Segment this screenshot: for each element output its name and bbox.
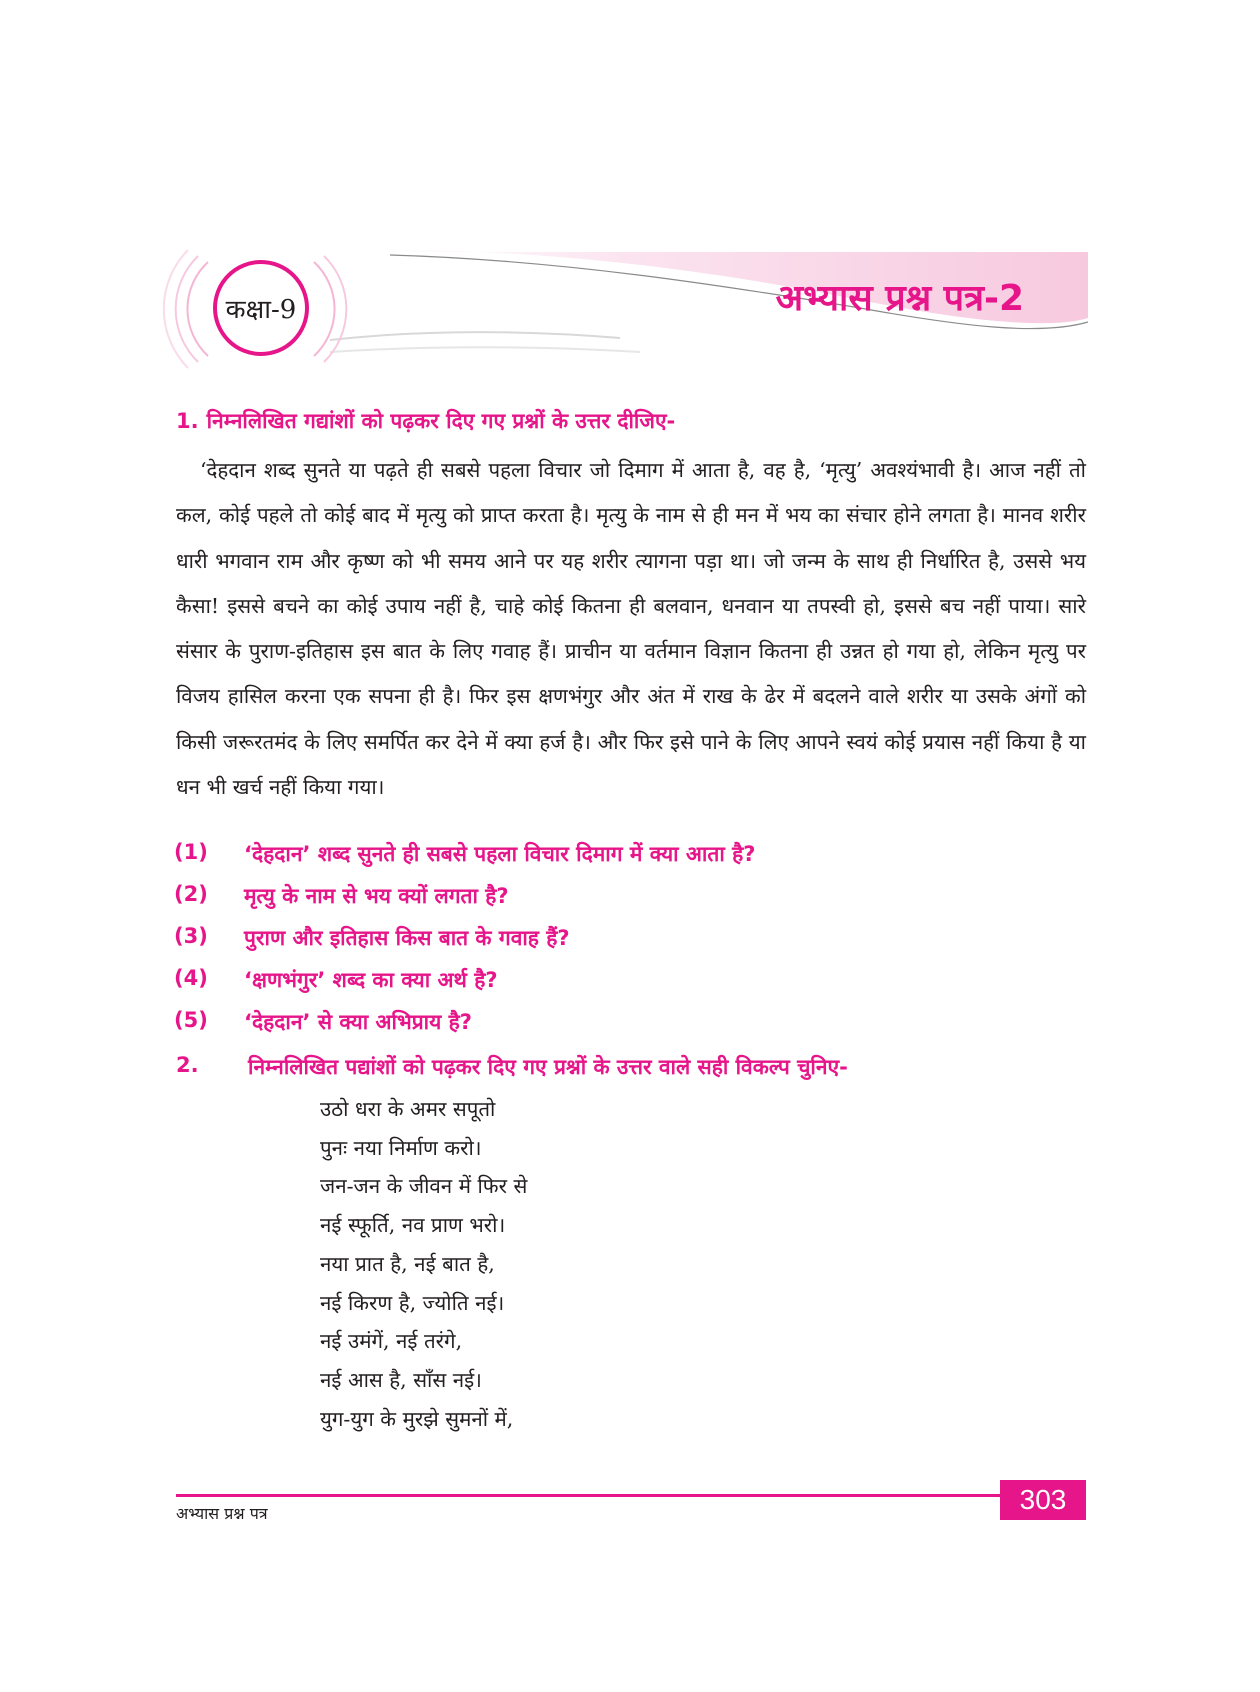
badge-arc (314, 262, 335, 356)
subquestion-text: ‘देहदान’ शब्द सुनते ही सबसे पहला विचार दिमाग में क्या आता है? (244, 842, 756, 866)
subquestion-1 (174, 840, 1074, 868)
poem-line: नई किरण है, ज्योति नई। (320, 1290, 505, 1315)
poem-line: नई आस है, साँस नई। (320, 1367, 482, 1392)
poem-line: उठो धरा के अमर सपूतो (320, 1097, 496, 1121)
subquestion-number: (4) (174, 966, 208, 990)
subquestion-4 (174, 966, 1074, 994)
question-1-heading (176, 407, 1096, 435)
poem-line: पुनः नया निर्माण करो। (320, 1135, 482, 1160)
subquestion-text: मृत्यु के नाम से भय क्यों लगता है? (244, 884, 509, 908)
subquestion-number: (2) (174, 882, 208, 906)
footer-rule (176, 1494, 1086, 1497)
question-1-number: 1. (176, 409, 199, 433)
poem-line: जन-जन के जीवन में फिर से (320, 1174, 528, 1199)
poem-line: नई स्फूर्ति, नव प्राण भरो। (320, 1213, 506, 1238)
question-2-number: 2. (176, 1053, 199, 1077)
footer-label: अभ्यास प्रश्न पत्र (176, 1504, 268, 1523)
page-number: 303 (1000, 1480, 1086, 1520)
badge-arc (187, 262, 208, 356)
header-decoration (0, 0, 1260, 380)
question-1-text: निम्नलिखित गद्यांशों को पढ़कर दिए गए प्रश्नों के उत्तर दीजिए- (206, 409, 676, 433)
poem-line: युग-युग के मुरझे सुमनों में, (320, 1406, 514, 1431)
subquestion-5 (174, 1008, 1074, 1036)
subquestion-number: (5) (174, 1008, 208, 1032)
subquestion-text: ‘देहदान’ से क्या अभिप्राय है? (244, 1010, 472, 1034)
subquestion-text: पुराण और इतिहास किस बात के गवाह हैं? (244, 926, 570, 950)
poem-line: नई उमंगें, नई तरंगे, (320, 1329, 463, 1354)
page-title: अभ्यास प्रश्न पत्र-2 (775, 278, 1024, 319)
question-1-passage: ‘देहदान शब्द सुनते या पढ़ते ही सबसे पहला विचार जो दिमाग में आता है, वह है, ‘मृत्यु’ अवश्यंभावी है। आज नहीं तो कल, कोई पहले तो कोई बाद में मृत्यु को प्राप्त करता है। मृत्यु के नाम से ही मन में भय का संचार होने लगता है। मानव शरीर धारी भगवान राम और कृष्ण को भी समय आने पर यह शरीर त्यागना पड़ा था। जो जन्म के साथ ही निर्धारित है, उससे भय कैसा! इससे बचने का कोई उपाय नहीं है, चाहे कोई कितना ही बलवान, धनवान या तपस्वी हो, इससे बच नहीं पाया। सारे संसार के पुराण-इतिहास इस बात के लिए गवाह हैं। प्राचीन या वर्तमान विज्ञान कितना ही उन्नत हो गया हो, लेकिन मृत्यु पर विजय हासिल करना एक सपना ही है। फिर इस क्षणभंगुर और अंत में राख के ढेर में बदलने वाले शरीर या उसके अंगों को किसी जरूरतमंद के लिए समर्पित कर देने में क्या हर्ज है। और फिर इसे पाने के लिए आपने स्वयं कोई प्रयास नहीं किया है या धन भी खर्च नहीं किया गया। (176, 458, 1086, 800)
subquestion-number: (1) (174, 840, 208, 864)
subquestion-2 (174, 882, 1074, 910)
poem-block (320, 1090, 920, 1438)
subquestion-text: ‘क्षणभंगुर’ शब्द का क्या अर्थ है? (244, 968, 498, 992)
question-2-text: निम्नलिखित पद्यांशों को पढ़कर दिए गए प्रश्नों के उत्तर वाले सही विकल्प चुनिए- (248, 1055, 848, 1079)
class-badge (213, 260, 309, 356)
class-label: कक्षा-9 (225, 295, 297, 325)
header-swoosh-light (330, 332, 620, 340)
question-2-heading (176, 1053, 1096, 1081)
subquestion-3 (174, 924, 1074, 952)
subquestion-number: (3) (174, 924, 208, 948)
poem-line: नया प्रात है, नई बात है, (320, 1251, 495, 1276)
header-swoosh-light (330, 347, 640, 352)
